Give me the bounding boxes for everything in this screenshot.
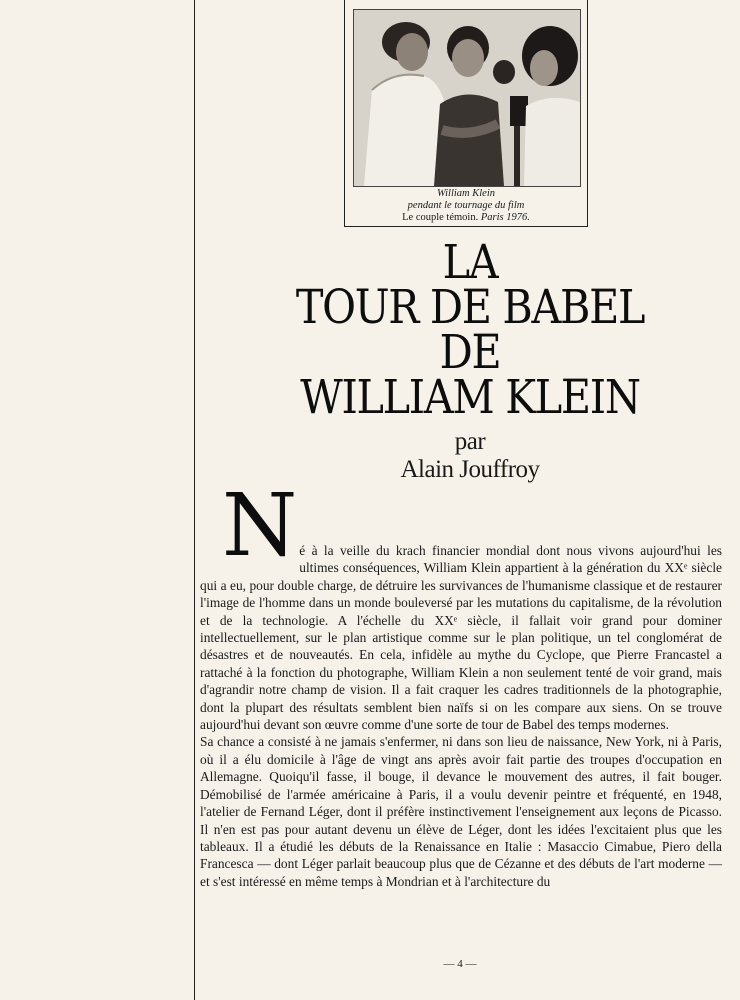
byline-author: Alain Jouffroy <box>400 456 540 483</box>
page-number: — 4 — <box>443 958 477 970</box>
caption-line-1: William Klein <box>436 188 496 199</box>
article-title <box>200 235 740 484</box>
caption-place: Paris 1976. <box>480 212 530 223</box>
photograph-icon <box>354 10 580 186</box>
paragraph-1: é à la veille du krach financier mondial dont nous vivons aujourd'hui les ultimes conséquences, William Klein appartient à la génération du XXᵉ siècle qui a eu, pour double charge, de détruire les survivances de l'humanisme classique et de restaurer l'image de l'homme dans un monde bouleversé par les mutations du capitalisme, de la révolution et de la technologie. A l'échelle du XXᵉ siècle, il fallait voir grand pour dominer intellectuellement, sur le plan artistique comme sur le plan politique, un tel conglomérat de désastres et de nouveautés. En cela, infidèle au mythe du Cyclope, que Pierre Francastel a rattaché à la fonction du photographe, William Klein a non seulement tenté de voir grand, mais d'agrandir notre champ de vision. Il a fait craquer les cadres traditionnels de la photographie, dont la plupart des résultats semblent bien naïfs si on les compare aux siens. On se trouve aujourd'hui devant son œuvre comme d'une sorte de tour de Babel des temps modernes. <box>200 543 722 733</box>
photo-frame <box>344 0 588 227</box>
drop-cap: N <box>222 476 298 576</box>
article-body <box>200 476 722 890</box>
title-line-2: TOUR DE BABEL <box>295 280 645 335</box>
photo-caption <box>345 188 587 224</box>
title-line-1: LA <box>442 235 498 290</box>
paragraph-2: Sa chance a consisté à ne jamais s'enfermer, ni dans son lieu de naissance, New York, ni à Paris, où il a élu domicile à l'âge de vingt ans après avoir fait partie des troupes d'occupation en Allemagne. Quoiqu'il fasse, il bouge, il devance le mouvement des autres, il fait bouger. Démobilisé de l'armée américaine à Paris, il a voulu devenir peintre et fréquenté, en 1948, l'atelier de Fernand Léger, dont il préfère instinctivement l'enseignement aux leçons de Picasso. Il n'en est pas pour autant devenu un élève de Léger, dont les idées l'excitaient plus que les tableaux. Il a étudié les débuts de la Renaissance en Italie : Masaccio Cimabue, Piero della Francesca — dont Léger parlait beaucoup plus que de Cézanne et des débuts de l'art moderne — et s'est intéressé en même temps à Mondrian et à l'architecture du <box>200 734 722 889</box>
caption-line-2: pendant le tournage du film <box>407 200 525 211</box>
photograph <box>353 9 581 187</box>
caption-film-title: Le couple témoin. <box>402 212 479 223</box>
column-rule <box>194 0 195 1000</box>
byline-par: par <box>454 428 486 455</box>
title-line-4: WILLIAM KLEIN <box>300 370 640 425</box>
title-line-3: DE <box>439 325 501 380</box>
caption-line-3 <box>345 212 587 224</box>
